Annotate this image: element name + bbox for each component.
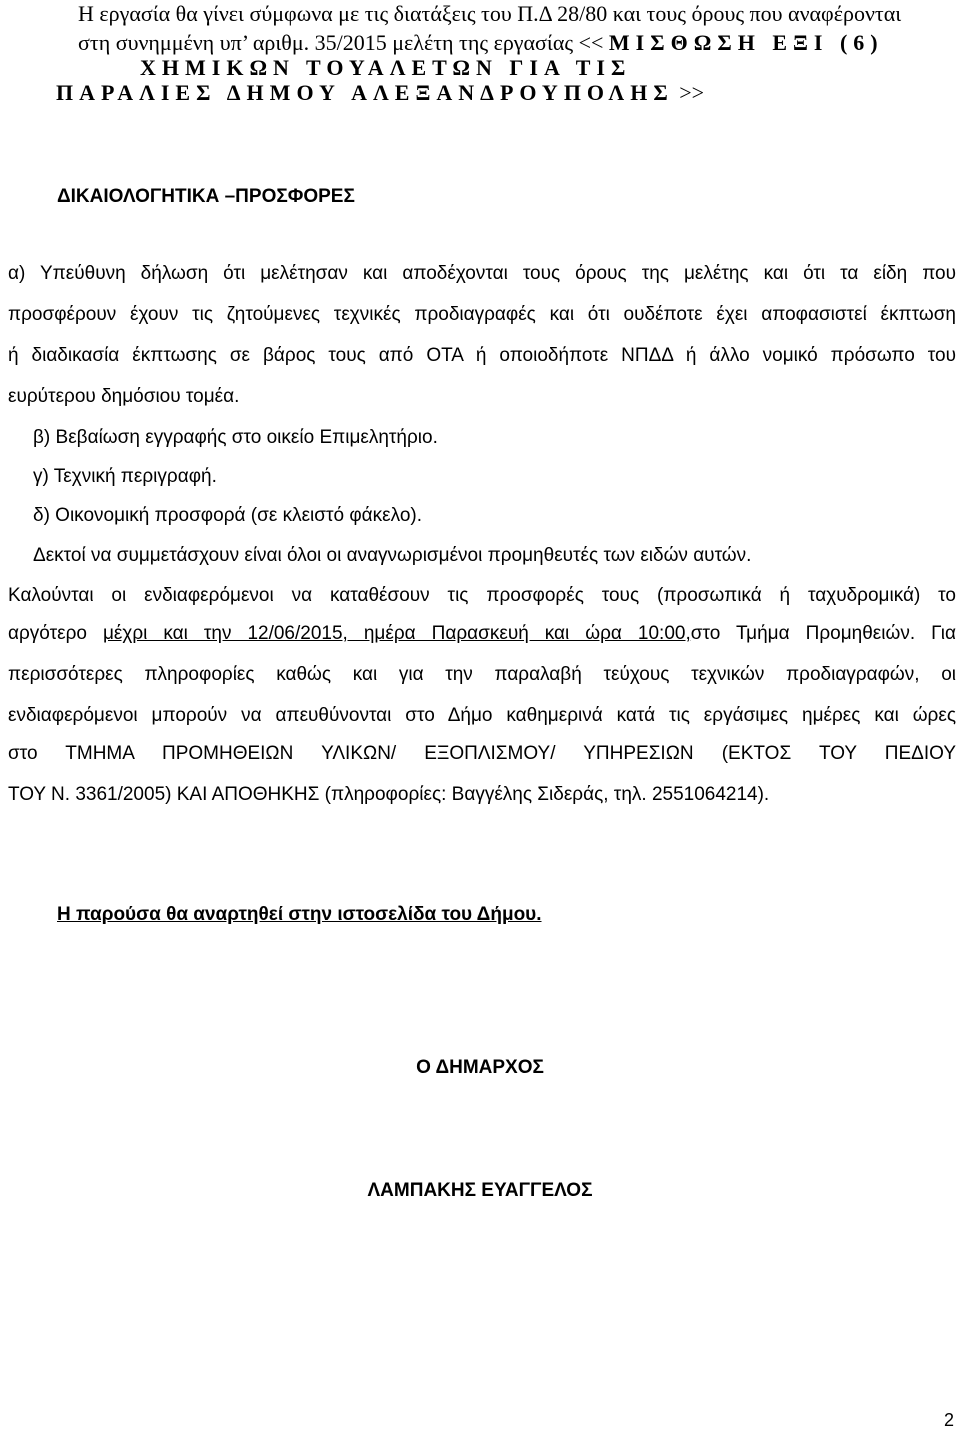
invitation-line-5: στο ΤΜΗΜΑ ΠΡΟΜΗΘΕΙΩΝ ΥΛΙΚΩΝ/ ΕΞΟΠΛΙΣΜΟΥ/ ΥΠΗΡΕΣΙΩΝ (ΕΚΤΟΣ ΤΟΥ ΠΕΔΙΟΥ: [8, 743, 956, 764]
header-line-4: [56, 81, 704, 105]
invitation-line-2-start: αργότερο: [8, 623, 103, 644]
page-number: 2: [943, 1410, 954, 1430]
invitation-line-3: περισσότερες πληροφορίες καθώς και για την παραλαβή τεύχους τεχνικών προδιαγραφών, οι: [8, 664, 956, 685]
publication-notice: Η παρούσα θα αναρτηθεί στην ιστοσελίδα του Δήμου.: [57, 904, 542, 925]
signature-name: ΛΑΜΠΑΚΗΣ ΕΥΑΓΓΕΛΟΣ: [367, 1180, 593, 1201]
section-heading: ΔΙΚΑΙΟΛΟΓΗΤΙΚΑ –ΠΡΟΣΦΟΡΕΣ: [57, 186, 355, 207]
item-b: β) Βεβαίωση εγγραφής στο οικείο Επιμελητήριο.: [33, 427, 438, 448]
header-title-part-3: ΠΑΡΑΛΙΕΣ ΔΗΜΟΥ ΑΛΕΞΑΝΔΡΟΥΠΟΛΗΣ: [56, 80, 674, 105]
invitation-line-1: Καλούνται οι ενδιαφερόμενοι να καταθέσουν τις προσφορές τους (προσωπικά ή ταχυδρομικά) το: [8, 585, 956, 606]
signature-role: Ο ΔΗΜΑΡΧΟΣ: [416, 1057, 544, 1078]
item-a-line-4: ευρύτερου δημόσιου τομέα.: [8, 386, 240, 407]
item-a-line-3: ή διαδικασία έκπτωσης σε βάρος τους από ΟΤΑ ή οποιοδήποτε ΝΠΔΔ ή άλλο νομικό πρόσωπο του: [8, 345, 956, 366]
invitation-line-4: ενδιαφερόμενοι μπορούν να απευθύνονται στο Δήμο καθημερινά κατά τις εργάσιμες ημέρες και ώρες: [8, 705, 956, 726]
header-line-2: [78, 31, 884, 55]
accepted-suppliers: Δεκτοί να συμμετάσχουν είναι όλοι οι αναγνωρισμένοι προμηθευτές των ειδών αυτών.: [33, 545, 752, 566]
header-line-2-prefix: στη συνημμένη υπ’ αριθμ. 35/2015 μελέτη της εργασίας <<: [78, 30, 604, 55]
item-a-line-2: προσφέρουν έχουν τις ζητούμενες τεχνικές προδιαγραφές και ότι ουδέποτε έχει αποφασιστεί έκπτωση: [8, 304, 956, 325]
deadline-text: μέχρι και την 12/06/2015, ημέρα Παρασκευή και ώρα 10:00,: [102, 623, 691, 644]
invitation-line-6: ΤΟΥ Ν. 3361/2005) ΚΑΙ ΑΠΟΘΗΚΗΣ (πληροφορίες: Βαγγέλης Σιδεράς, τηλ. 2551064214).: [8, 784, 770, 805]
header-title-part-1: ΜΙΣΘΩΣΗ ΕΞΙ (6): [608, 30, 884, 55]
item-c: γ) Τεχνική περιγραφή.: [33, 466, 217, 487]
header-title-part-2: ΧΗΜΙΚΩΝ ΤΟΥΑΛΕΤΩΝ ΓΙΑ ΤΙΣ: [140, 55, 632, 80]
item-a-line-1: α) Υπεύθυνη δήλωση ότι μελέτησαν και αποδέχονται τους όρους της μελέτης και ότι τα είδη που: [8, 263, 956, 284]
header-title-close: >>: [679, 80, 705, 105]
invitation-line-2: [8, 623, 956, 645]
item-d: δ) Οικονομική προσφορά (σε κλειστό φάκελο).: [33, 505, 422, 526]
invitation-line-2-end: στο Τμήμα Προμηθειών. Για: [690, 623, 956, 644]
header-line-1: Η εργασία θα γίνει σύμφωνα με τις διατάξεις του Π.Δ 28/80 και τους όρους που αναφέρονται: [78, 1, 902, 26]
